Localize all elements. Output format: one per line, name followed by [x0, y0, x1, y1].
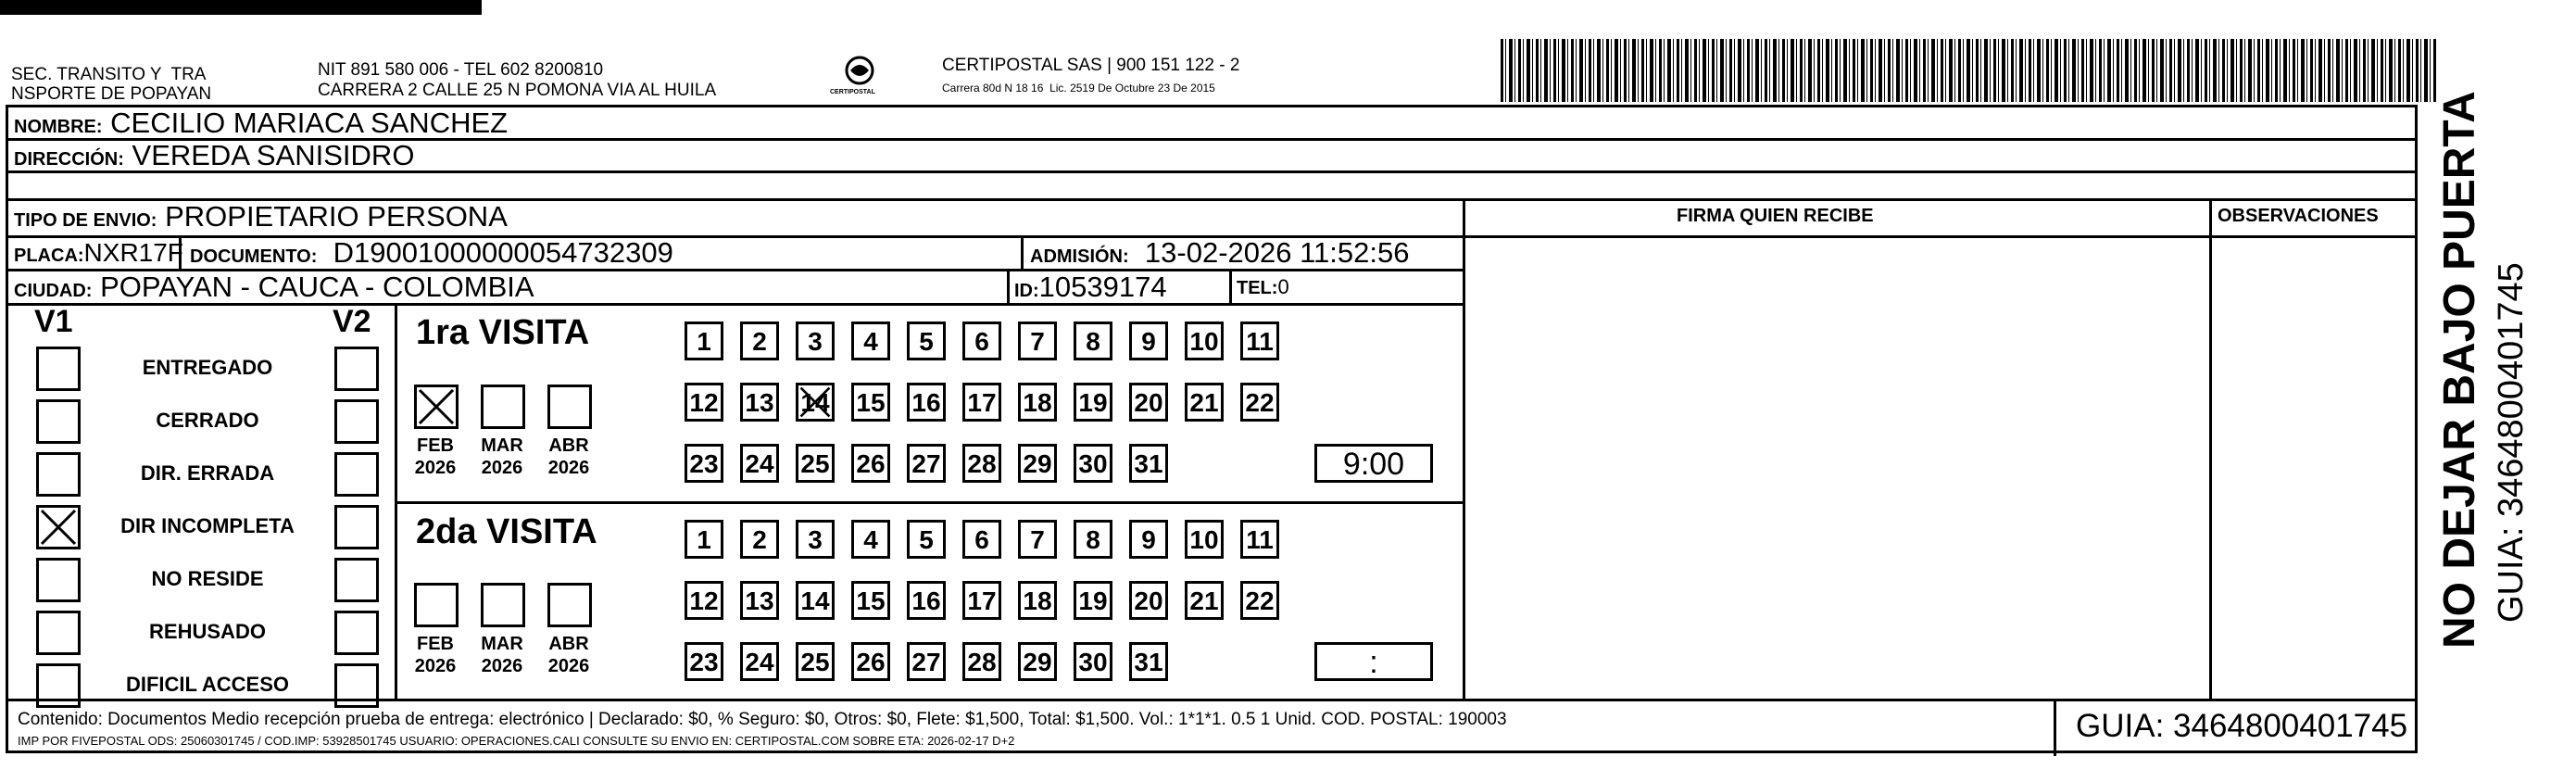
nombre-field: NOMBRE: CECILIO MARIACA SANCHEZ: [14, 107, 509, 139]
second-visit-day-box[interactable]: 4: [851, 520, 890, 559]
second-visit-day-box[interactable]: 1: [685, 520, 723, 559]
v2-checkbox[interactable]: [334, 347, 379, 391]
v2-checkbox[interactable]: [334, 452, 379, 497]
ciudad-field: CIUDAD: POPAYAN - CAUCA - COLOMBIA: [14, 271, 534, 303]
second-visit-day-box[interactable]: 7: [1018, 520, 1057, 559]
v2-checkbox[interactable]: [334, 663, 379, 708]
first-visit-day-box[interactable]: 17: [962, 383, 1001, 422]
observaciones-label: OBSERVACIONES: [2218, 206, 2379, 226]
first-visit-day-box[interactable]: 2: [740, 322, 779, 360]
second-visit-month-checkbox[interactable]: [481, 583, 525, 627]
second-visit-month-checkbox[interactable]: [414, 583, 459, 627]
first-visit-day-box[interactable]: 22: [1240, 383, 1279, 422]
v1-checkbox[interactable]: [36, 663, 81, 708]
v2-checkbox[interactable]: [334, 399, 379, 444]
documento-field: DOCUMENTO: D19001000000054732309: [190, 236, 673, 269]
status-label: DIFICIL ACCESO: [125, 673, 289, 696]
first-visit-label: 1ra VISITA: [416, 313, 590, 352]
second-visit-day-box[interactable]: 26: [851, 642, 890, 681]
first-visit-day-box[interactable]: 25: [796, 444, 835, 483]
first-visit-month-checkbox[interactable]: [414, 385, 459, 429]
first-visit-day-box[interactable]: 13: [740, 383, 779, 422]
second-visit-day-box[interactable]: 29: [1018, 642, 1057, 681]
first-visit-day-box[interactable]: 28: [962, 444, 1001, 483]
second-visit-day-box[interactable]: 27: [907, 642, 946, 681]
second-visit-day-box[interactable]: 19: [1074, 581, 1112, 620]
v1-checkbox[interactable]: [36, 611, 81, 655]
imp-line: IMP POR FIVEPOSTAL ODS: 25060301745 / COD.IMP: 53928501745 USUARIO: OPERACIONES.CALI CONSULTE SU ENVIO EN: CERTIPOSTAL.COM SOBRE ETA: 2026-02-17 D+2: [18, 734, 1015, 748]
second-visit-day-box[interactable]: 6: [962, 520, 1001, 559]
v2-checkbox[interactable]: [334, 611, 379, 655]
first-visit-day-box[interactable]: 5: [907, 322, 946, 360]
sender-line-1: SEC. TRANSITO Y TRA: [11, 65, 207, 84]
first-visit-month-label: FEB 2026: [414, 435, 457, 478]
second-visit-day-box[interactable]: 31: [1129, 642, 1168, 681]
first-visit-day-box[interactable]: 16: [907, 383, 946, 422]
first-visit-day-box[interactable]: 19: [1074, 383, 1112, 422]
status-label: NO RESIDE: [151, 567, 264, 590]
barcode: [1501, 39, 2436, 102]
status-label: ENTREGADO: [142, 356, 273, 379]
second-visit-day-box[interactable]: 18: [1018, 581, 1057, 620]
first-visit-day-box[interactable]: 8: [1074, 322, 1112, 360]
second-visit-day-box[interactable]: 25: [796, 642, 835, 681]
first-visit-day-box[interactable]: 20: [1129, 383, 1168, 422]
status-label: CERRADO: [156, 409, 259, 432]
v1-label: V1: [34, 304, 73, 339]
second-visit-day-box[interactable]: 17: [962, 581, 1001, 620]
second-visit-day-box[interactable]: 8: [1074, 520, 1112, 559]
first-visit-day-box[interactable]: 26: [851, 444, 890, 483]
nit-line-2: CARRERA 2 CALLE 25 N POMONA VIA AL HUILA: [318, 81, 717, 100]
v2-checkbox[interactable]: [334, 505, 379, 549]
contenido-line: Contenido: Documentos Medio recepción prueba de entrega: electrónico | Declarado: $0, % Seguro: $0, Otros: $0, Flete: $1,500, Total: $1,500. Vol.: 1*1*1. 0.5 1 Unid. COD. POSTAL: 190003: [18, 710, 1507, 729]
direccion-field: DIRECCIÓN: VEREDA SANISIDRO: [14, 139, 415, 171]
certipostal-logo: CERTIPOSTAL: [834, 52, 886, 104]
first-visit-time-box[interactable]: 9:00: [1314, 444, 1433, 483]
company-line-2: Carrera 80d N 18 16 Lic. 2519 De Octubre 23 De 2015: [942, 82, 1215, 95]
second-visit-day-box[interactable]: 20: [1129, 581, 1168, 620]
first-visit-month-checkbox[interactable]: [547, 385, 592, 429]
second-visit-month-label: MAR 2026: [481, 634, 523, 676]
first-visit-day-box[interactable]: 31: [1129, 444, 1168, 483]
top-black-bar: [0, 0, 482, 15]
second-visit-day-box[interactable]: 21: [1185, 581, 1224, 620]
v1-checkbox[interactable]: [36, 452, 81, 497]
first-visit-day-box[interactable]: 27: [907, 444, 946, 483]
first-visit-day-box[interactable]: 11: [1240, 322, 1279, 360]
first-visit-month-label: ABR 2026: [547, 435, 590, 478]
second-visit-day-box[interactable]: 16: [907, 581, 946, 620]
v1-checkbox[interactable]: [36, 558, 81, 602]
second-visit-day-box[interactable]: 30: [1074, 642, 1112, 681]
tel-field: TEL:0: [1237, 275, 1289, 298]
second-visit-day-box[interactable]: 23: [685, 642, 723, 681]
second-visit-day-box[interactable]: 10: [1185, 520, 1224, 559]
second-visit-day-box[interactable]: 11: [1240, 520, 1279, 559]
first-visit-day-box[interactable]: 12: [685, 383, 723, 422]
status-label: REHUSADO: [149, 620, 266, 643]
v1-checkbox[interactable]: [36, 505, 81, 549]
second-visit-day-box[interactable]: 3: [796, 520, 835, 559]
second-visit-day-box[interactable]: 22: [1240, 581, 1279, 620]
first-visit-day-box[interactable]: 6: [962, 322, 1001, 360]
delivery-card: [6, 105, 2418, 753]
first-visit-day-box[interactable]: 4: [851, 322, 890, 360]
first-visit-day-box[interactable]: 21: [1185, 383, 1224, 422]
first-visit-day-box[interactable]: 15: [851, 383, 890, 422]
admision-field: ADMISIÓN: 13-02-2026 11:52:56: [1030, 236, 1410, 269]
status-label: DIR. ERRADA: [140, 461, 275, 485]
second-visit-day-box[interactable]: 24: [740, 642, 779, 681]
first-visit-day-box[interactable]: 3: [796, 322, 835, 360]
second-visit-month-checkbox[interactable]: [547, 583, 592, 627]
side-guia-label: GUIA: 3464800401745: [2492, 262, 2531, 623]
company-line-1: CERTIPOSTAL SAS | 900 151 122 - 2: [942, 56, 1240, 75]
second-visit-day-box[interactable]: 2: [740, 520, 779, 559]
second-visit-month-label: FEB 2026: [414, 634, 457, 676]
tipo-envio-field: TIPO DE ENVIO: PROPIETARIO PERSONA: [14, 200, 508, 233]
v2-checkbox[interactable]: [334, 558, 379, 602]
second-visit-day-box[interactable]: 9: [1129, 520, 1168, 559]
v1-checkbox[interactable]: [36, 399, 81, 444]
second-visit-day-box[interactable]: 28: [962, 642, 1001, 681]
first-visit-day-box[interactable]: 30: [1074, 444, 1112, 483]
footer-guia: GUIA: 3464800401745: [2076, 708, 2408, 744]
second-visit-day-box[interactable]: 13: [740, 581, 779, 620]
second-visit-day-box[interactable]: 15: [851, 581, 890, 620]
v2-label: V2: [333, 304, 371, 339]
nit-line-1: NIT 891 580 006 - TEL 602 8200810: [318, 60, 604, 80]
first-visit-day-box[interactable]: 7: [1018, 322, 1057, 360]
firma-label: FIRMA QUIEN RECIBE: [1677, 206, 1874, 226]
second-visit-day-box[interactable]: 12: [685, 581, 723, 620]
no-dejar-label: NO DEJAR BAJO PUERTA: [2435, 91, 2484, 649]
second-visit-month-label: ABR 2026: [547, 634, 590, 676]
first-visit-day-box[interactable]: 24: [740, 444, 779, 483]
second-visit-day-box[interactable]: 5: [907, 520, 946, 559]
first-visit-day-box[interactable]: 29: [1018, 444, 1057, 483]
id-field: ID:10539174: [1014, 271, 1167, 303]
first-visit-day-box[interactable]: 9: [1129, 322, 1168, 360]
first-visit-month-label: MAR 2026: [481, 435, 523, 478]
first-visit-day-box[interactable]: 10: [1185, 322, 1224, 360]
first-visit-day-box[interactable]: 1: [685, 322, 723, 360]
second-visit-label: 2da VISITA: [416, 512, 597, 551]
first-visit-day-box[interactable]: 14: [796, 383, 835, 422]
second-visit-time-box[interactable]: :: [1314, 642, 1433, 681]
v1-checkbox[interactable]: [36, 347, 81, 391]
status-label: DIR INCOMPLETA: [120, 514, 295, 537]
placa-field: PLACA:NXR17F: [14, 238, 183, 267]
first-visit-day-box[interactable]: 18: [1018, 383, 1057, 422]
sender-line-2: NSPORTE DE POPAYAN: [11, 84, 212, 104]
first-visit-month-checkbox[interactable]: [481, 385, 525, 429]
first-visit-day-box[interactable]: 23: [685, 444, 723, 483]
second-visit-day-box[interactable]: 14: [796, 581, 835, 620]
